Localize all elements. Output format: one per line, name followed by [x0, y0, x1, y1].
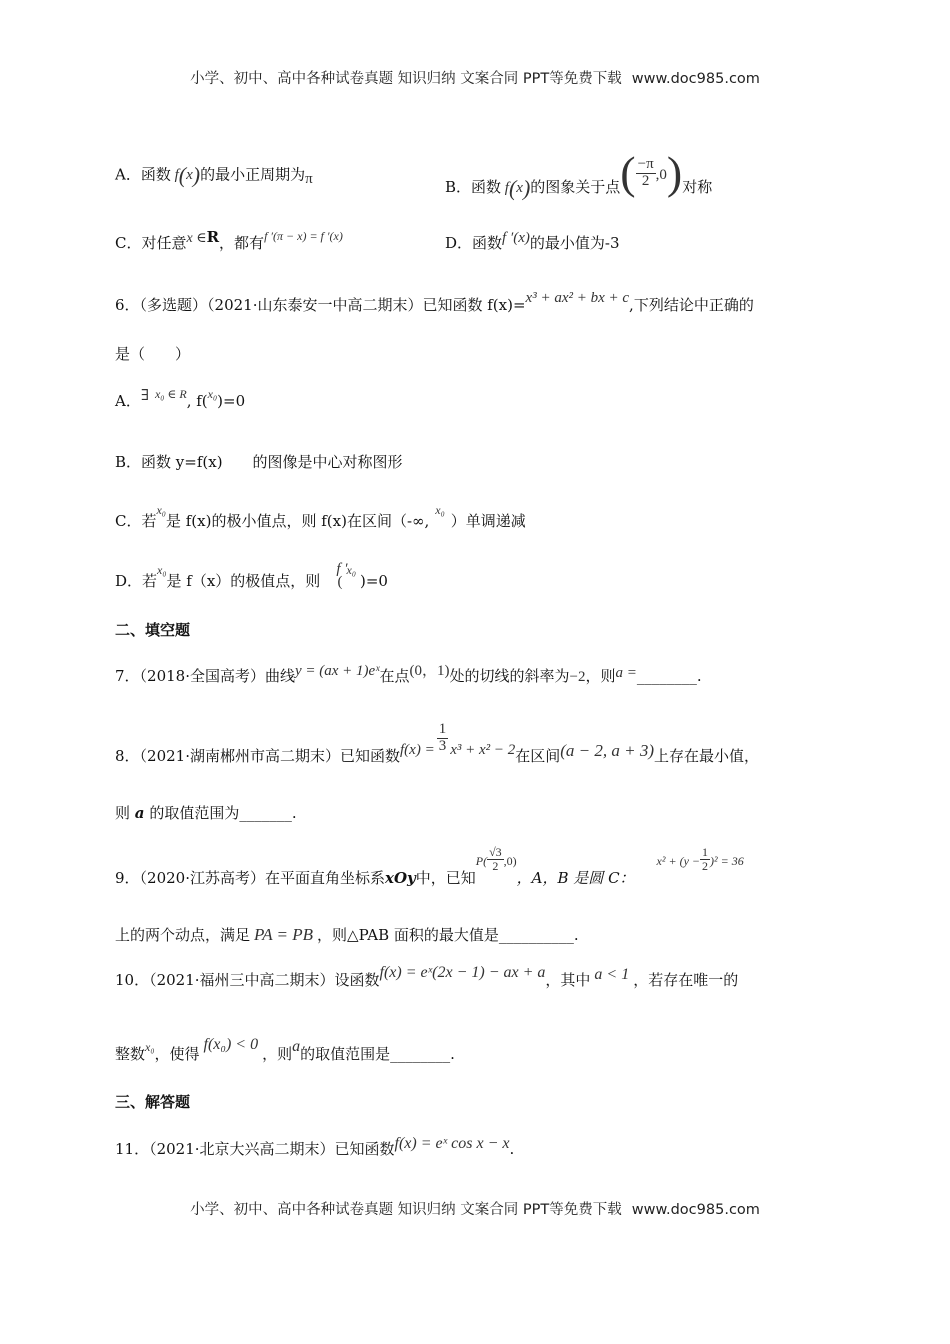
q8-frac-den: 3: [438, 737, 447, 754]
q10-formula: f(x) = eˣ(2x − 1) − ax + a: [379, 964, 546, 981]
q9-line2: [115, 926, 579, 943]
q6-d-end: )=0: [360, 572, 388, 590]
q6-d-label: D．若: [115, 572, 158, 590]
q9-ab: ，A，B 是圆 C：: [516, 869, 635, 888]
q10-a: a: [292, 1038, 301, 1055]
q6-option-c: [115, 503, 526, 530]
q6-d-rest: 是 f（x）的极值点，则: [166, 572, 321, 590]
q5-d-label: D．函数: [445, 234, 503, 252]
q6-cont-text: 是（ ）: [115, 345, 191, 363]
q7-stem: 7．（2018·全国高考）曲线: [115, 667, 295, 685]
q8-line: [115, 721, 760, 766]
q9-circle-b: )² = 36: [710, 854, 744, 869]
q8-fx: f(x) =: [400, 742, 435, 759]
q5-a-rest: 的最小正周期为: [200, 165, 306, 184]
q5-option-b: B．函数 f(x)的图象关于点( $\frac{-\pi}{2}$ ,0)对称: [445, 147, 713, 201]
q7-line: [115, 663, 702, 685]
q9-P: P(: [475, 854, 488, 869]
q6-a-x0b: x₀: [207, 387, 218, 401]
q5-b-rest: 的图象关于点: [530, 178, 621, 196]
q10-stem: 10．（2021·福州三中高二期末）设函数: [115, 971, 380, 989]
q7-blank: ________.: [636, 667, 702, 685]
q10-ineq: f(x₀) < 0: [203, 1036, 259, 1053]
q9-stem: 9．（2020·江苏高考）在平面直角坐标系: [115, 869, 385, 888]
q5-c-R: R: [206, 228, 220, 246]
q5-option-d: [445, 230, 620, 252]
q5-c-mid: ，都有: [219, 234, 265, 252]
q9-xoy: xOy: [385, 869, 416, 888]
q5-b-x: x: [516, 180, 523, 196]
q5-b-label: B．函数: [445, 178, 502, 196]
q10-mid: ，其中: [545, 971, 591, 989]
q10-rest: ，若存在唯一的: [633, 971, 739, 989]
q7-mid: 在点: [379, 667, 410, 685]
q10-x0: x₀: [145, 1040, 155, 1054]
q5-d-formula: f ′(x): [502, 230, 530, 246]
q6-b-text: B．函数 y=f(x) 的图像是中心对称图形: [115, 453, 403, 471]
page-header: [0, 67, 950, 88]
q9-pend: ,0): [503, 854, 517, 869]
q6-a-end: )=0: [217, 392, 246, 410]
q6-a-rest: , f(: [186, 392, 208, 410]
q6-option-d: [115, 561, 388, 590]
q5-option-a: A．函数 f(x)的最小正周期为π: [115, 163, 313, 188]
q6-d-x0: x₀: [157, 563, 167, 577]
q7-rest: 处的切线的斜率为: [449, 667, 570, 685]
q8-rest: 上存在最小值，: [654, 747, 760, 766]
q9-frac-num: √3: [489, 845, 502, 859]
q5-a-f: f: [174, 167, 179, 184]
q9-circle-a: x² + (y −: [656, 854, 700, 869]
q6-c-rest: 是 f(x)的极小值点，则 f(x)在区间（-∞,: [165, 512, 430, 530]
q8-stem: 8．（2021·湖南郴州市高二期末）已知函数: [115, 747, 400, 766]
q5-a-label: A．函数: [115, 165, 171, 184]
q6-option-a: [115, 387, 246, 410]
q9-cont: 上的两个动点，满足: [115, 926, 251, 944]
header-site: www.doc985.com: [631, 71, 760, 87]
q6-c-x0: x₀: [156, 503, 166, 517]
q6-formula: x³ + ax² + bx + c: [525, 290, 630, 306]
q11-stem: 11．（2021·北京大兴高二期末）已知函数: [115, 1140, 395, 1158]
q6-stem-cont: [115, 347, 190, 362]
q7-slope: −2: [569, 669, 586, 685]
q6-stem: [115, 290, 754, 314]
footer-site: www.doc985.com: [631, 1202, 760, 1218]
q9-circle-num: 1: [702, 845, 708, 859]
page-footer: [0, 1198, 950, 1219]
q8-a: a: [134, 804, 145, 822]
q6-c-label: C．若: [115, 512, 157, 530]
q11-end: .: [509, 1140, 515, 1158]
q5-b-numerator: −π: [637, 155, 654, 172]
q10-cond: a < 1: [594, 966, 630, 983]
q6-tail: ,下列结论中正确的: [629, 296, 754, 314]
q5-c-label: C．对任意: [115, 234, 187, 252]
q7-tail: ，则: [585, 667, 616, 685]
q8-interval: (a − 2, a + 3): [560, 741, 655, 761]
q10-cont3: ，则: [262, 1045, 293, 1063]
q10-line2: [115, 1036, 455, 1063]
q7-point: (0，1): [409, 663, 450, 679]
q10-line: [115, 964, 739, 989]
section-answer-title: 三、解答题: [115, 1093, 191, 1111]
q6-a-exists: ∃: [140, 388, 149, 404]
q6-c-x0b: x₀: [435, 503, 445, 517]
q8-mid: 在区间: [515, 747, 561, 766]
q5-a-pi: π: [305, 171, 313, 188]
header-text: 小学、初中、高中各种试卷真题 知识归纳 文案合同 PPT等免费下载: [190, 71, 622, 87]
q5-d-rest: 的最小值为-3: [529, 234, 620, 252]
q5-c-x: x: [186, 231, 193, 246]
q8-cont-prefix: 则: [115, 804, 131, 822]
q10-cont4: 的取值范围是________.: [300, 1045, 455, 1063]
q6-d-x0b: x₀: [346, 563, 357, 577]
section-fill-in-title: 二、填空题: [115, 621, 191, 639]
q9-circle-den: 2: [702, 858, 708, 873]
q11-line: [115, 1135, 515, 1158]
q9-mid: 中，已知: [415, 869, 476, 888]
q8-cont-rest: 的取值范围为_______.: [149, 804, 297, 822]
q10-cont: 整数: [115, 1045, 146, 1063]
q5-b-denominator: 2: [641, 172, 650, 189]
q6-a-x0: x₀ ∈ R: [154, 387, 187, 401]
q5-option-c: [115, 228, 343, 252]
q9-cont2: ，则△PAB 面积的最大值是__________.: [317, 926, 579, 944]
q6-a-label: A．: [115, 392, 141, 410]
q6-option-b: [115, 455, 403, 470]
q5-b-f: f: [504, 180, 509, 196]
q8-frac-num: 1: [438, 721, 447, 737]
q9-line: [115, 840, 744, 888]
q8-poly: x³ + x² − 2: [450, 742, 516, 759]
q6-d-fp: f ′: [336, 561, 348, 577]
q9-eq: PA = PB: [254, 925, 314, 944]
q10-cont2: ，使得: [154, 1045, 200, 1063]
q7-a: a =: [615, 665, 637, 681]
q5-b-zero: ,0: [655, 167, 667, 183]
q9-frac-den: 2: [492, 858, 499, 873]
q5-a-x: x: [186, 167, 193, 184]
q5-c-in: ∈: [196, 231, 207, 246]
q6-c-end: ）单调递减: [450, 512, 526, 530]
q6-d-open: (: [337, 574, 343, 590]
q5-b-end: 对称: [682, 178, 713, 196]
footer-text: 小学、初中、高中各种试卷真题 知识归纳 文案合同 PPT等免费下载: [190, 1202, 622, 1218]
q5-c-formula: f ′(π − x) = f ′(x): [264, 229, 343, 243]
q11-formula: f(x) = eˣ cos x − x: [394, 1135, 510, 1152]
q7-formula: y = (ax + 1)eˣ: [295, 663, 380, 679]
q8-line2: [115, 806, 297, 821]
q6-stem-text: 6．（多选题）（2021·山东泰安一中高二期末）已知函数 f(x)=: [115, 296, 526, 314]
